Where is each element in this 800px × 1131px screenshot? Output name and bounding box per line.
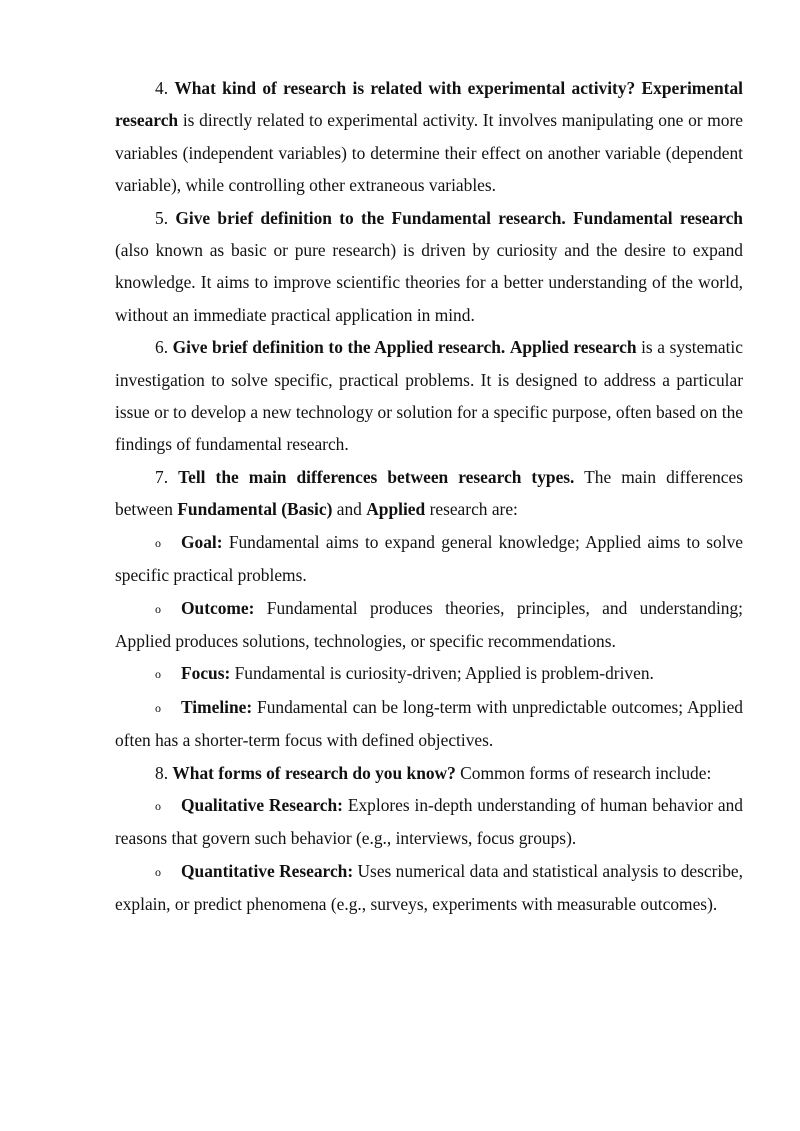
- question-5: [115, 202, 743, 332]
- question-text: Give brief definition to the Fundamental research.: [175, 207, 566, 228]
- bold-term: Fundamental research: [573, 207, 743, 228]
- bold-term: Experimental research: [115, 78, 743, 131]
- bullet-icon: o: [155, 798, 161, 813]
- answer-text: Uses numerical data and statistical analysis to describe, explain, or predict phenomena (e.g., surveys, experiments with measurable outcomes).: [115, 860, 743, 915]
- question-text: What forms of research do you know?: [172, 762, 456, 783]
- bold-term: Outcome:: [181, 597, 255, 618]
- answer-text: (also known as basic or pure research) is driven by curiosity and the desire to expand knowledge. It aims to improve scientific theories for a better understanding of the world, without an immediate practical application in mind.: [115, 240, 743, 325]
- item-number: 6.: [155, 337, 169, 358]
- answer-text: The main differences between: [115, 466, 743, 520]
- form-quantitative: [115, 855, 743, 921]
- question-text: Give brief definition to the Applied research.: [172, 337, 506, 358]
- question-7: [115, 461, 743, 526]
- bullet-icon: o: [155, 667, 161, 682]
- answer-text: is a systematic investigation to solve specific, practical problems. It is designed to address a particular issue or to develop a new technology or solution for a specific purpose, often based on the findings of fundamental research.: [115, 337, 743, 455]
- bold-term: Goal:: [181, 531, 223, 552]
- item-number: 7.: [155, 466, 169, 487]
- bold-term: Timeline:: [181, 696, 253, 717]
- difference-goal: [115, 526, 743, 592]
- difference-timeline: [115, 691, 743, 757]
- bullet-icon: o: [155, 700, 161, 715]
- answer-text: Fundamental produces theories, principles, and understanding; Applied produces solutions, technologies, or specific recommendations.: [115, 597, 743, 651]
- answer-text: Explores in-depth understanding of human behavior and reasons that govern such behavior (e.g., interviews, focus groups).: [115, 794, 743, 849]
- question-6: [115, 331, 743, 461]
- bold-term: Focus:: [181, 663, 231, 684]
- answer-text: Fundamental can be long-term with unpredictable outcomes; Applied often has a shorter-term focus with defined objectives.: [115, 696, 743, 751]
- question-8: [115, 757, 743, 789]
- answer-text: is directly related to experimental activity. It involves manipulating one or more variables (independent variables) to determine their effect on another variable (dependent variable), while controlling other extraneous variables.: [115, 110, 743, 196]
- answer-text: research are:: [429, 499, 518, 520]
- bold-term: Quantitative Research:: [181, 860, 354, 881]
- answer-text: Fundamental aims to expand general knowledge; Applied aims to solve specific practical problems.: [115, 531, 743, 586]
- bold-term: Applied: [366, 499, 426, 520]
- answer-text: Common forms of research include:: [460, 762, 712, 783]
- bullet-icon: o: [155, 864, 161, 879]
- item-number: 5.: [155, 207, 169, 228]
- question-text: What kind of research is related with experimental activity?: [174, 78, 636, 98]
- answer-text: Fundamental is curiosity-driven; Applied is problem-driven.: [234, 663, 654, 684]
- difference-outcome: [115, 592, 743, 658]
- bullet-icon: o: [155, 601, 161, 616]
- bold-term: Applied research: [509, 337, 637, 358]
- question-4: [115, 72, 743, 202]
- document-page: [115, 72, 743, 921]
- form-qualitative: [115, 789, 743, 855]
- item-number: 4.: [155, 78, 169, 98]
- bullet-icon: o: [155, 535, 161, 550]
- difference-focus: [115, 657, 743, 690]
- item-number: 8.: [155, 762, 169, 783]
- bold-term: Fundamental (Basic): [177, 499, 333, 520]
- answer-text: and: [336, 499, 362, 520]
- question-text: Tell the main differences between research types.: [178, 466, 575, 487]
- bold-term: Qualitative Research:: [181, 794, 343, 815]
